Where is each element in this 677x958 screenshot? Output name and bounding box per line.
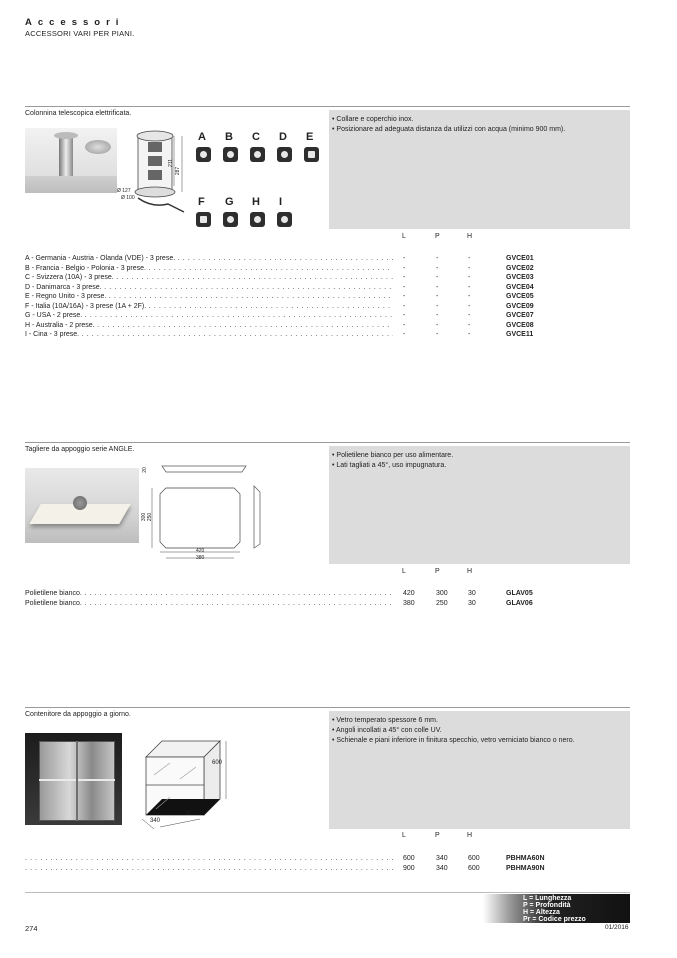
dim-diameter-2: Ø 100 [121, 195, 135, 201]
product-photo-cutting-board [25, 468, 139, 543]
note-text: • Vetro temperato spessore 6 mm. [332, 717, 438, 724]
socket-h-icon [250, 212, 265, 227]
column-header-p: P [435, 568, 440, 575]
table-row: C - Svizzera (10A) - 3 prese. . . . - - - GVCE03 [25, 273, 630, 283]
table-row: I - Cina - 3 prese. . . . - - - GVCE11 [25, 330, 630, 340]
dim-depth-1: 300 [141, 512, 148, 522]
socket-letter-i: I [279, 196, 283, 208]
column-header-h: H [467, 568, 473, 575]
column-header-h: H [467, 832, 473, 839]
socket-b-icon [223, 147, 238, 162]
column-header-p: P [435, 233, 440, 240]
product-photo-telescopic-column [25, 128, 117, 193]
dim-depth-2: 250 [147, 512, 154, 522]
dim-depth: 340 [150, 818, 161, 824]
dim-thickness: 20 [141, 467, 148, 473]
legend-line: Pr = Codice prezzo [523, 916, 586, 923]
note-text: • Polietilene bianco per uso alimentare. [332, 452, 454, 459]
note-text: • Collare e coperchio inox. [332, 116, 414, 123]
page-number: 274 [25, 924, 38, 933]
product-photo-glass-cabinet [25, 733, 122, 825]
table-row: G - USA - 2 prese. . . . - - - GVCE07 [25, 311, 630, 321]
socket-letter-e: E [306, 131, 314, 143]
section-divider [25, 442, 630, 443]
dim-width-2: 380 [196, 555, 205, 561]
legend-box [483, 894, 630, 923]
socket-letter-c: C [252, 131, 260, 143]
section-title: Contenitore da appoggio a giorno. [25, 711, 131, 718]
cutting-board-technical-drawing [148, 462, 268, 562]
socket-letter-b: B [225, 131, 233, 143]
socket-letter-h: H [252, 196, 260, 208]
socket-d-icon [277, 147, 292, 162]
socket-a-icon [196, 147, 211, 162]
socket-c-icon [250, 147, 265, 162]
dim-width-1: 420 [196, 548, 205, 554]
page-title: Accessori [25, 17, 125, 28]
section-divider [25, 707, 630, 708]
dim-height-2: 287 [175, 166, 182, 176]
table-row: A - Germania - Austria - Olanda (VDE) - 3 prese. . . . - - - GVCE01 [25, 254, 630, 264]
table-row: . . . 900 340 600 PBHMA90N [25, 864, 630, 874]
legend-line: H = Altezza [523, 909, 560, 916]
footer-divider [25, 892, 630, 893]
notes-box [329, 446, 630, 564]
dim-height: 600 [212, 760, 223, 766]
column-header-l: L [402, 568, 406, 575]
socket-letter-g: G [225, 196, 234, 208]
dim-length: L [187, 810, 191, 817]
socket-g-icon [223, 212, 238, 227]
socket-letter-a: A [198, 131, 206, 143]
section-title: Colonnina telescopica elettrificata. [25, 110, 132, 117]
table-row: F - Italia (10A/16A) - 3 prese (1A + 2F). . . . - - - GVCE09 [25, 302, 630, 312]
column-header-l: L [402, 832, 406, 839]
notes-box [329, 711, 630, 829]
section-divider [25, 106, 630, 107]
table-row: Polietilene bianco. . . . 380 250 30 GLAV06 [25, 599, 630, 609]
table-row: . . . 600 340 600 PBHMA60N [25, 854, 630, 864]
dim-height-1: 211 [167, 159, 174, 167]
table-row: H - Australia - 2 prese. . . . - - - GVCE08 [25, 321, 630, 331]
column-header-h: H [467, 233, 473, 240]
column-header-p: P [435, 832, 440, 839]
socket-e-icon [304, 147, 319, 162]
socket-i-icon [277, 212, 292, 227]
dim-diameter-1: Ø 127 [117, 188, 131, 194]
table-row: D - Danimarca - 3 prese. . . . - - - GVCE04 [25, 283, 630, 293]
notes-box [329, 110, 630, 229]
legend-line: P = Profondità [523, 902, 571, 909]
note-text: • Schienale e piani inferiore in finitura specchio, vetro verniciato bianco o nero. [332, 737, 575, 744]
socket-letter-f: F [198, 196, 205, 208]
column-header-l: L [402, 233, 406, 240]
socket-letter-d: D [279, 131, 287, 143]
table-row: Polietilene bianco. . . . 420 300 30 GLAV05 [25, 589, 630, 599]
edition-date: 01/2016 [605, 924, 629, 931]
table-row: E - Regno Unito - 3 prese. . . . - - - GVCE05 [25, 292, 630, 302]
column-technical-drawing [112, 128, 192, 228]
page-subtitle: ACCESSORI VARI PER PIANI. [25, 29, 135, 38]
socket-f-icon [196, 212, 211, 227]
section-title: Tagliere da appoggio serie ANGLE. [25, 446, 135, 453]
note-text: • Angoli incollati a 45° con colle UV. [332, 727, 442, 734]
table-row: B - Francia - Belgio - Polonia - 3 prese. . . . - - - GVCE02 [25, 264, 630, 274]
legend-line: L = Lunghezza [523, 895, 572, 902]
note-text: • Lati tagliati a 45°, uso impugnatura. [332, 462, 447, 469]
note-text: • Posizionare ad adeguata distanza da utilizzi con acqua (minimo 900 mm). [332, 126, 566, 133]
